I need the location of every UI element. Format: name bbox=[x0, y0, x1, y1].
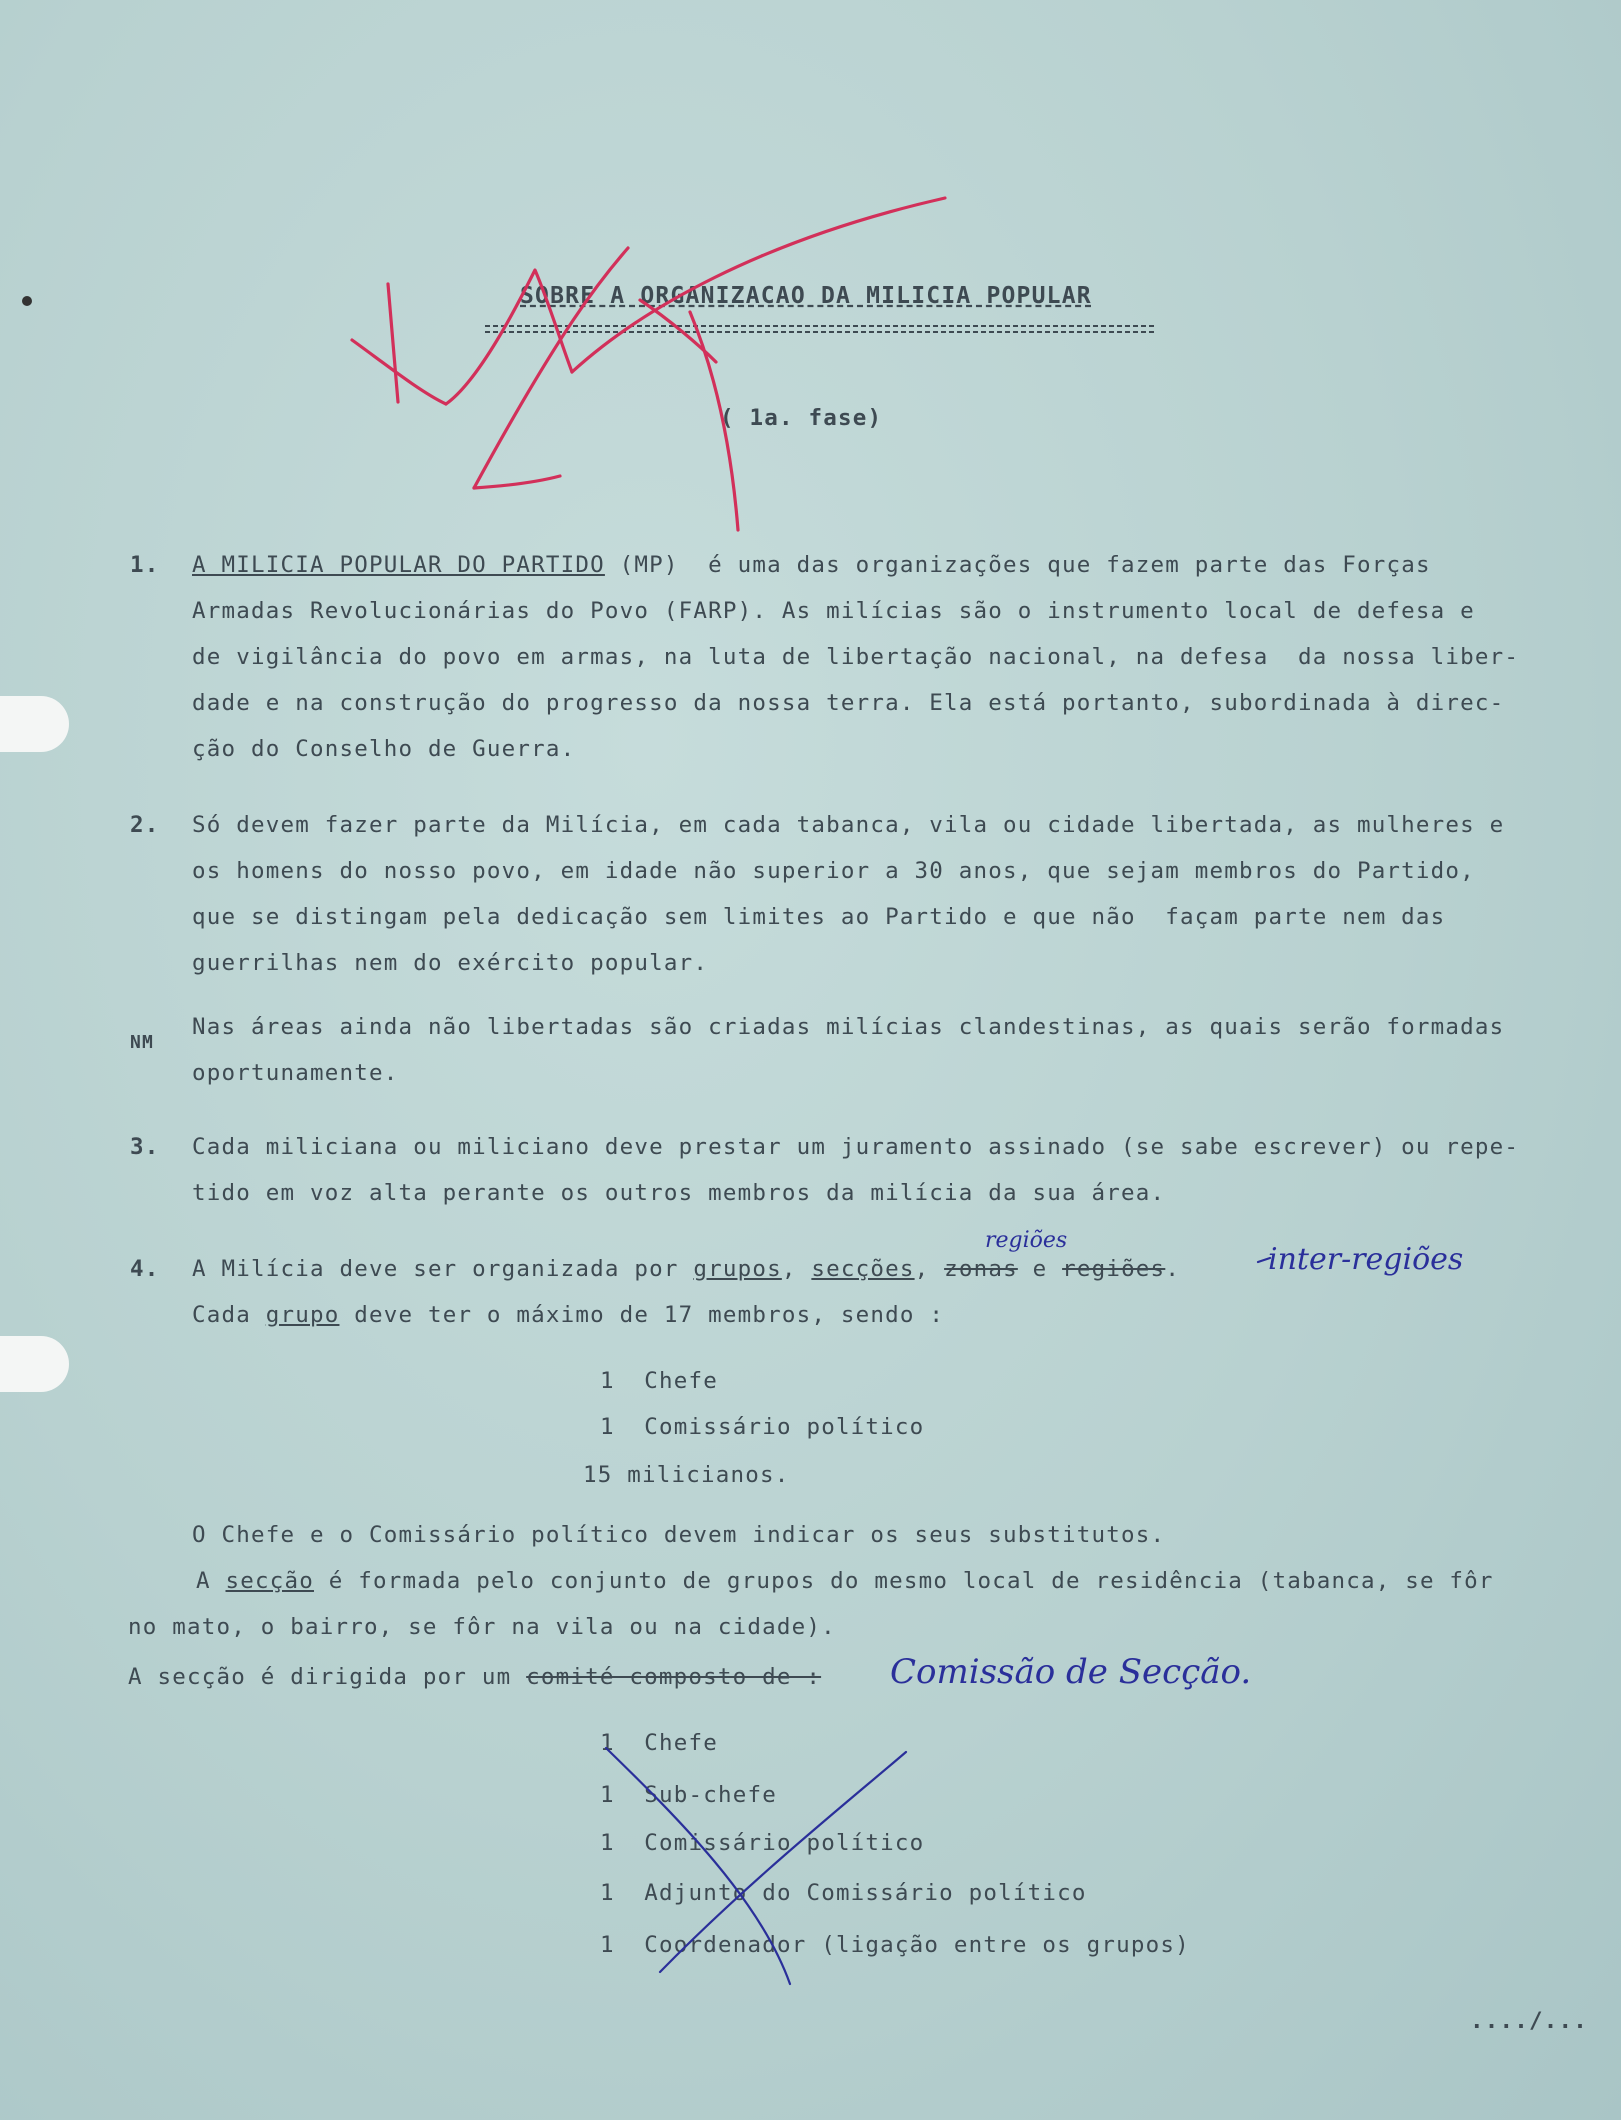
red-pencil-marks bbox=[352, 198, 945, 530]
red-stroke bbox=[446, 270, 572, 404]
list-item: 1 Comissário político bbox=[600, 1414, 925, 1440]
separator: e bbox=[1017, 1256, 1063, 1282]
zonas-struck: zonas bbox=[944, 1256, 1018, 1282]
handwritten-regioes: regiões bbox=[985, 1228, 1068, 1253]
separator: , bbox=[781, 1256, 812, 1282]
red-stroke bbox=[572, 198, 945, 372]
list-item: 1 Coordenador (ligação entre os grupos) bbox=[600, 1932, 1190, 1958]
comite-struck: comité composto de : bbox=[526, 1664, 822, 1690]
paragraph-1-text: (MP) é uma das organizações que fazem parte das Forças bbox=[604, 552, 1431, 578]
seccao-term: secção bbox=[225, 1568, 314, 1594]
paragraph-2-line: oportunamente. bbox=[192, 1060, 399, 1086]
paragraph-2-line: guerrilhas nem do exército popular. bbox=[192, 950, 709, 976]
paragraph-4-text: A Milícia deve ser organizada por bbox=[192, 1256, 694, 1282]
paragraph-1-line: Armadas Revolucionárias do Povo (FARP). As milícias são o instrumento local de defesa e bbox=[192, 598, 1475, 624]
red-stroke bbox=[352, 340, 446, 404]
blue-stroke bbox=[606, 1748, 790, 1984]
document-title: SOBRE A ORGANIZACAO DA MILICIA POPULAR bbox=[520, 283, 1092, 309]
margin-mark: NM bbox=[130, 1032, 155, 1053]
paragraph-1-number: 1. bbox=[130, 552, 160, 578]
paragraph-1-line: de vigilância do povo em armas, na luta de libertação nacional, na defesa da nossa liber- bbox=[192, 644, 1520, 670]
paragraph-2-line: Só devem fazer parte da Milícia, em cada tabanca, vila ou cidade libertada, as mulheres e bbox=[192, 812, 1505, 838]
paragraph-4-number: 4. bbox=[130, 1256, 160, 1282]
paragraph-4-text: deve ter o máximo de 17 membros, sendo : bbox=[339, 1302, 945, 1328]
paragraph-4-text: A secção é dirigida por um bbox=[128, 1664, 527, 1690]
list-item: 1 Sub-chefe bbox=[600, 1782, 777, 1808]
grupo-term: grupo bbox=[265, 1302, 340, 1328]
paragraph-3-line: tido em voz alta perante os outros membros da milícia da sua área. bbox=[192, 1180, 1166, 1206]
red-stroke bbox=[388, 284, 398, 402]
paragraph-4-text: Cada bbox=[192, 1302, 266, 1328]
blue-stroke bbox=[1258, 1258, 1270, 1262]
blue-stroke bbox=[660, 1752, 906, 1972]
red-stroke bbox=[474, 476, 560, 488]
list-item: 1 Chefe bbox=[600, 1368, 718, 1394]
grupos-term: grupos bbox=[693, 1256, 782, 1282]
list-item: 1 Adjunto do Comissário político bbox=[600, 1880, 1087, 1906]
handwritten-comissao: Comissão de Secção. bbox=[890, 1652, 1252, 1692]
paragraph-1-line: dade e na construção do progresso da nossa terra. Ela está portanto, subordinada à direc- bbox=[192, 690, 1505, 716]
handwritten-inter-regioes: inter-regiões bbox=[1268, 1242, 1464, 1277]
list-item: 15 milicianos. bbox=[583, 1462, 790, 1488]
paragraph-4-text: A bbox=[196, 1568, 226, 1594]
seccoes-term: secções bbox=[811, 1256, 915, 1282]
milicia-popular-heading: A MILICIA POPULAR DO PARTIDO bbox=[192, 552, 605, 578]
separator: , bbox=[914, 1256, 945, 1282]
regioes-struck: regiões bbox=[1062, 1256, 1166, 1282]
paragraph-4-line: O Chefe e o Comissário político devem indicar os seus substitutos. bbox=[192, 1522, 1166, 1548]
paragraph-2-line: os homens do nosso povo, em idade não superior a 30 anos, que sejam membros do Partido, bbox=[192, 858, 1475, 884]
separator: . bbox=[1165, 1256, 1181, 1282]
paragraph-2-line: Nas áreas ainda não libertadas são criadas milícias clandestinas, as quais serão formadas bbox=[192, 1014, 1505, 1040]
paragraph-3-line: Cada miliciana ou miliciano deve prestar um juramento assinado (se sabe escrever) ou repe- bbox=[192, 1134, 1520, 1160]
paragraph-4-line: no mato, o bairro, se fôr na vila ou na cidade). bbox=[128, 1614, 836, 1640]
blue-ink-cross bbox=[606, 1258, 1270, 1984]
paragraph-2-line: que se distingam pela dedicação sem limites ao Partido e que não façam parte nem das bbox=[192, 904, 1446, 930]
red-stroke bbox=[474, 248, 628, 488]
paragraph-1-line: ção do Conselho de Guerra. bbox=[192, 736, 576, 762]
paragraph-3-number: 3. bbox=[130, 1134, 160, 1160]
list-item: 1 Comissário político bbox=[600, 1830, 925, 1856]
list-item: 1 Chefe bbox=[600, 1730, 718, 1756]
paragraph-2-number: 2. bbox=[130, 812, 160, 838]
paragraph-4-text: é formada pelo conjunto de grupos do mesmo local de residência (tabanca, se fôr bbox=[313, 1568, 1494, 1594]
phase-subtitle: ( 1a. fase) bbox=[720, 405, 883, 431]
page-continuation-marker: ..../... bbox=[1470, 2008, 1588, 2034]
